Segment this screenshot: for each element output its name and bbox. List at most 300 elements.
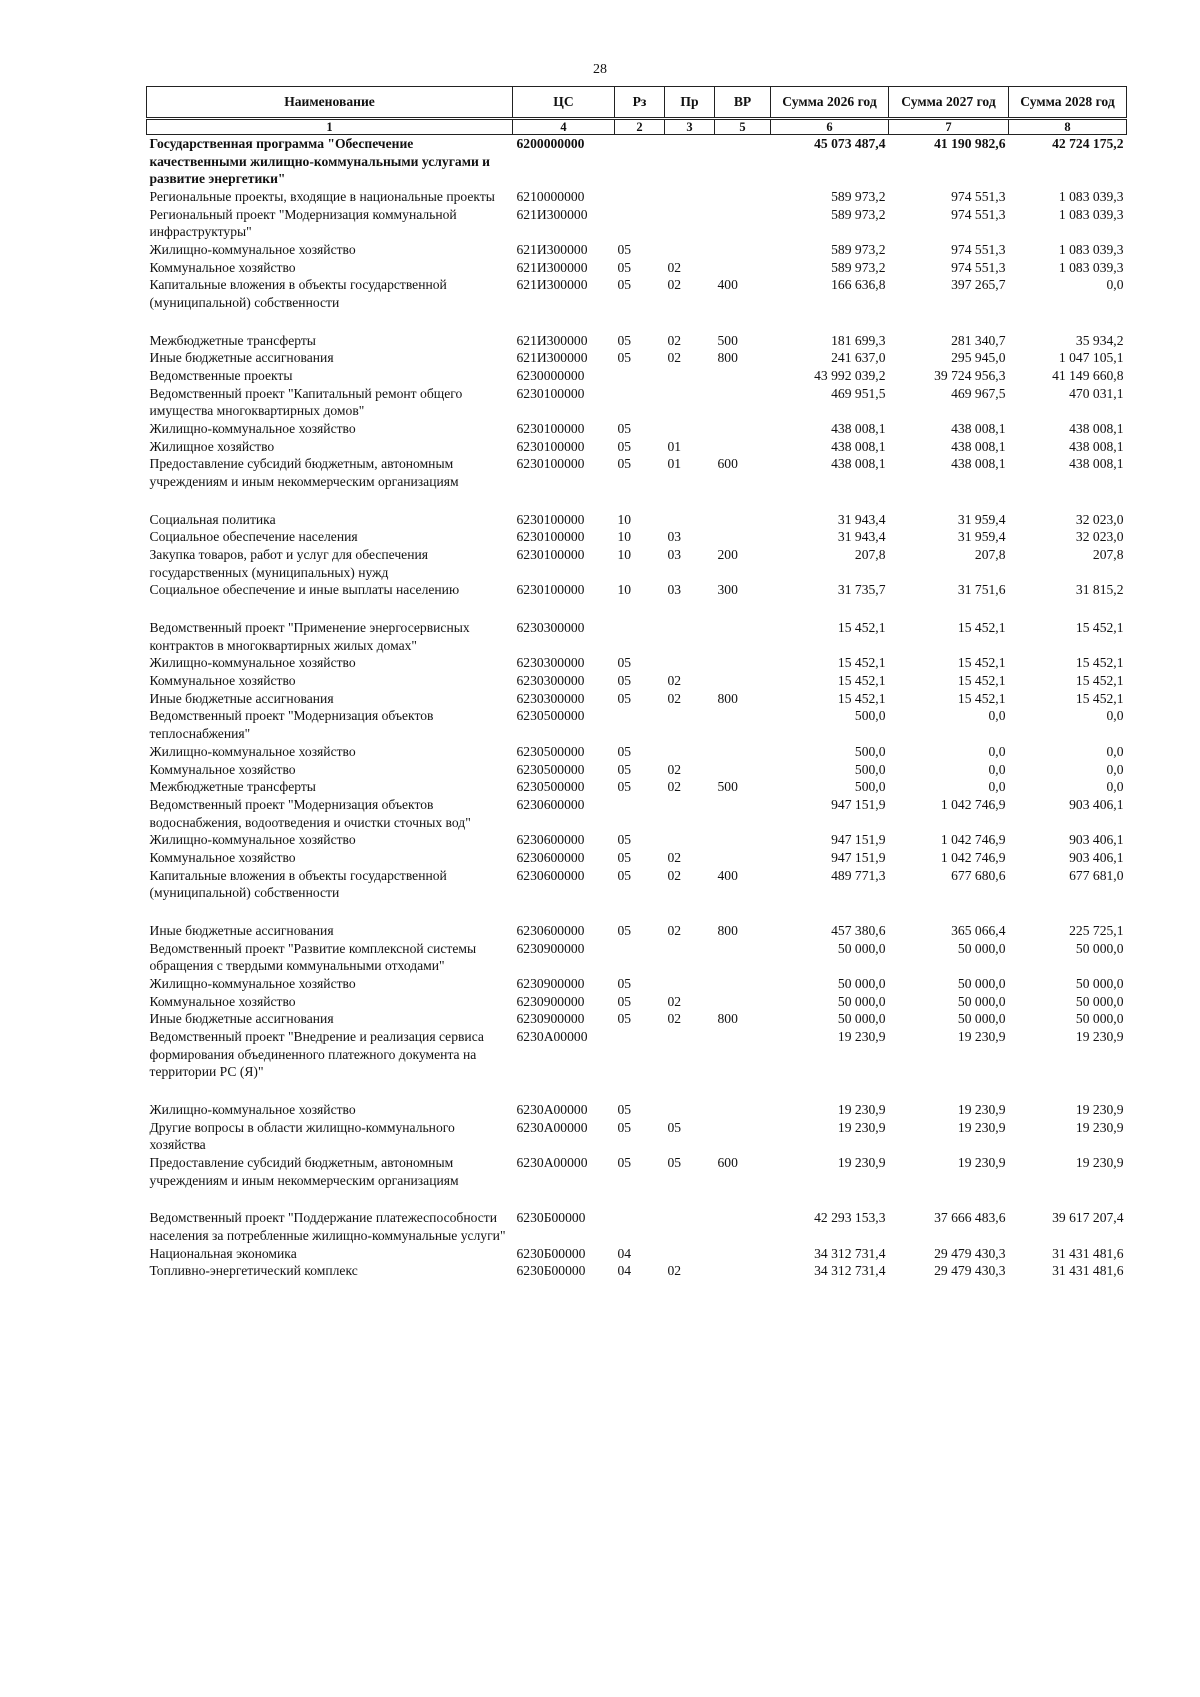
cell-vr: 500	[717, 332, 738, 348]
cell-pr	[665, 619, 715, 654]
cell-vr: 800	[717, 922, 738, 938]
cell-rz: 05	[617, 421, 632, 437]
cell-sum-2028: 1 083 039,3	[1058, 259, 1124, 275]
cell-name: Жилищно-коммунальное хозяйство	[149, 743, 356, 759]
cell-rz: 05	[617, 743, 632, 759]
cell-sum-2028: 0,0	[1106, 743, 1124, 759]
cell-pr: 02	[667, 277, 682, 293]
cell-name: Иные бюджетные ассигнования	[149, 1011, 334, 1027]
cell-name: Коммунальное хозяйство	[149, 993, 296, 1009]
cell-sum-2028: 15 452,1	[1075, 673, 1124, 689]
cell-sum-2028: 42 724 175,2	[1052, 136, 1124, 151]
cell-cs: 621И300000	[516, 242, 588, 258]
cell-pr: 02	[667, 332, 682, 348]
table-row	[147, 1262, 1127, 1280]
table-row	[147, 349, 1127, 367]
cell-sum-2028: 470 031,1	[1069, 385, 1124, 401]
cell-sum-2028: 32 023,0	[1075, 511, 1124, 527]
cell-pr: 03	[667, 529, 682, 545]
cell-sum-2027: 31 959,4	[957, 529, 1006, 545]
cell-pr: 02	[667, 1011, 682, 1027]
cell-vr	[715, 849, 771, 867]
cell-cs: 621И300000	[516, 206, 588, 222]
cell-rz: 05	[617, 242, 632, 258]
cell-rz: 05	[617, 832, 632, 848]
cell-sum-2028: 0,0	[1106, 779, 1124, 795]
header-sum-2028: Сумма 2028 год	[1009, 87, 1127, 119]
cell-cs: 6230500000	[516, 708, 585, 724]
cell-vr: 500	[717, 779, 738, 795]
cell-rz: 04	[617, 1245, 632, 1261]
cell-rz: 05	[617, 456, 632, 472]
cell-name: Иные бюджетные ассигнования	[149, 690, 334, 706]
cell-pr	[665, 831, 715, 849]
cell-sum-2028: 0,0	[1106, 277, 1124, 293]
cell-sum-2028: 1 083 039,3	[1058, 242, 1124, 258]
cell-rz: 10	[617, 511, 632, 527]
cell-sum-2026: 34 312 731,4	[814, 1245, 886, 1261]
cell-sum-2028: 903 406,1	[1069, 849, 1124, 865]
cell-pr: 02	[667, 259, 682, 275]
cell-pr	[665, 796, 715, 831]
cell-sum-2028: 15 452,1	[1075, 655, 1124, 671]
cell-pr	[665, 707, 715, 742]
cell-sum-2026: 166 636,8	[831, 277, 886, 293]
cell-cs: 6230100000	[516, 582, 585, 598]
cell-pr	[665, 420, 715, 438]
cell-sum-2028: 15 452,1	[1075, 620, 1124, 636]
cell-rz: 05	[617, 350, 632, 366]
cell-sum-2027: 50 000,0	[957, 940, 1006, 956]
cell-sum-2028: 32 023,0	[1075, 529, 1124, 545]
cell-vr	[715, 654, 771, 672]
cell-sum-2027: 0,0	[988, 743, 1006, 759]
cell-cs: 6230100000	[516, 438, 585, 454]
cell-rz: 05	[617, 277, 632, 293]
table-row	[147, 707, 1127, 742]
table-row	[147, 528, 1127, 546]
header-col-number: 4	[513, 119, 615, 135]
table-row	[147, 778, 1127, 796]
cell-pr	[665, 241, 715, 259]
cell-sum-2027: 50 000,0	[957, 975, 1006, 991]
cell-cs: 6230300000	[516, 690, 585, 706]
cell-vr	[715, 796, 771, 831]
cell-sum-2027: 15 452,1	[957, 673, 1006, 689]
cell-pr	[665, 654, 715, 672]
cell-cs: 621И300000	[516, 332, 588, 348]
cell-vr	[715, 1028, 771, 1101]
cell-sum-2027: 19 230,9	[957, 1101, 1006, 1117]
cell-cs: 621И300000	[516, 277, 588, 293]
cell-pr: 05	[667, 1154, 682, 1170]
cell-vr	[715, 206, 771, 241]
cell-sum-2027: 41 190 982,6	[934, 136, 1006, 151]
table-row	[147, 654, 1127, 672]
cell-vr	[715, 993, 771, 1011]
cell-pr: 02	[667, 993, 682, 1009]
cell-rz	[615, 1028, 665, 1101]
table-row	[147, 975, 1127, 993]
cell-sum-2026: 438 008,1	[831, 438, 886, 454]
cell-rz	[615, 940, 665, 975]
table-row	[147, 455, 1127, 510]
cell-cs: 6230600000	[516, 796, 585, 812]
cell-vr	[715, 259, 771, 277]
cell-sum-2027: 365 066,4	[951, 922, 1006, 938]
cell-vr: 400	[717, 277, 738, 293]
cell-cs: 6230300000	[516, 673, 585, 689]
cell-name: Коммунальное хозяйство	[149, 259, 296, 275]
cell-name: Капитальные вложения в объекты государственной (муниципальной) собственности	[149, 277, 447, 311]
cell-sum-2028: 0,0	[1106, 708, 1124, 724]
cell-vr	[715, 940, 771, 975]
cell-sum-2026: 207,8	[854, 547, 886, 563]
cell-rz	[615, 707, 665, 742]
cell-rz: 04	[617, 1263, 632, 1279]
cell-name: Национальная экономика	[149, 1245, 297, 1261]
cell-sum-2027: 0,0	[988, 708, 1006, 724]
cell-sum-2026: 15 452,1	[837, 620, 886, 636]
cell-vr	[715, 831, 771, 849]
cell-cs: 6230100000	[516, 421, 585, 437]
cell-sum-2028: 15 452,1	[1075, 690, 1124, 706]
cell-sum-2028: 39 617 207,4	[1052, 1210, 1124, 1226]
cell-cs: 6230300000	[516, 620, 585, 636]
cell-sum-2026: 42 293 153,3	[814, 1210, 886, 1226]
cell-pr	[665, 743, 715, 761]
cell-sum-2026: 19 230,9	[837, 1119, 886, 1135]
cell-sum-2026: 15 452,1	[837, 673, 886, 689]
cell-sum-2026: 31 943,4	[837, 511, 886, 527]
cell-sum-2028: 903 406,1	[1069, 832, 1124, 848]
cell-pr: 01	[667, 456, 682, 472]
cell-pr: 03	[667, 547, 682, 563]
header-pr: Пр	[665, 87, 715, 119]
cell-name: Социальное обеспечение и иные выплаты населению	[149, 582, 460, 598]
cell-pr	[665, 1028, 715, 1101]
cell-pr	[665, 206, 715, 241]
cell-sum-2027: 974 551,3	[951, 206, 1006, 222]
cell-rz	[615, 385, 665, 420]
cell-sum-2026: 19 230,9	[837, 1101, 886, 1117]
table-row	[147, 135, 1127, 189]
cell-name: Жилищное хозяйство	[149, 438, 275, 454]
cell-sum-2028: 1 047 105,1	[1058, 350, 1124, 366]
cell-pr	[665, 1101, 715, 1119]
cell-sum-2028: 50 000,0	[1075, 940, 1124, 956]
cell-sum-2027: 50 000,0	[957, 1011, 1006, 1027]
table-body	[147, 135, 1127, 1280]
cell-rz: 10	[617, 582, 632, 598]
cell-vr	[715, 672, 771, 690]
cell-pr: 02	[667, 849, 682, 865]
cell-rz: 05	[617, 993, 632, 1009]
cell-sum-2028: 1 083 039,3	[1058, 189, 1124, 205]
cell-vr	[715, 135, 771, 189]
cell-pr	[665, 511, 715, 529]
cell-pr: 02	[667, 922, 682, 938]
cell-pr: 03	[667, 582, 682, 598]
table-row	[147, 1101, 1127, 1119]
cell-sum-2026: 34 312 731,4	[814, 1263, 886, 1279]
table-row	[147, 188, 1127, 206]
cell-cs: 6230А00000	[516, 1154, 588, 1170]
cell-sum-2026: 50 000,0	[837, 1011, 886, 1027]
cell-pr	[665, 1245, 715, 1263]
cell-vr	[715, 367, 771, 385]
cell-name: Жилищно-коммунальное хозяйство	[149, 832, 356, 848]
cell-rz: 05	[617, 1119, 632, 1135]
cell-sum-2027: 281 340,7	[951, 332, 1006, 348]
page-number: 28	[593, 62, 607, 77]
cell-pr	[665, 135, 715, 189]
cell-name: Топливно-энергетический комплекс	[149, 1263, 358, 1279]
cell-name: Жилищно-коммунальное хозяйство	[149, 1101, 356, 1117]
cell-cs: 6230900000	[516, 1011, 585, 1027]
cell-sum-2028: 19 230,9	[1075, 1154, 1124, 1170]
cell-rz: 05	[617, 332, 632, 348]
cell-cs: 6230000000	[516, 368, 585, 384]
cell-rz	[615, 619, 665, 654]
cell-sum-2028: 0,0	[1106, 761, 1124, 777]
cell-cs: 6230100000	[516, 385, 585, 401]
cell-cs: 6230А00000	[516, 1101, 588, 1117]
table-row	[147, 332, 1127, 350]
cell-sum-2028: 50 000,0	[1075, 1011, 1124, 1027]
cell-sum-2026: 500,0	[854, 708, 886, 724]
cell-sum-2027: 469 967,5	[951, 385, 1006, 401]
table-row	[147, 511, 1127, 529]
cell-name: Предоставление субсидий бюджетным, автономным учреждениям и иным некоммерческим организациям	[149, 456, 459, 490]
cell-sum-2027: 31 751,6	[957, 582, 1006, 598]
cell-pr: 02	[667, 867, 682, 883]
cell-rz	[615, 1209, 665, 1244]
cell-sum-2028: 31 431 481,6	[1052, 1263, 1124, 1279]
table-row	[147, 259, 1127, 277]
table-row	[147, 438, 1127, 456]
cell-sum-2028: 1 083 039,3	[1058, 206, 1124, 222]
header-col-number: 2	[615, 119, 665, 135]
cell-vr	[715, 619, 771, 654]
cell-name: Социальное обеспечение населения	[149, 529, 358, 545]
cell-vr	[715, 1262, 771, 1280]
cell-pr: 02	[667, 350, 682, 366]
cell-sum-2027: 0,0	[988, 779, 1006, 795]
cell-rz	[615, 796, 665, 831]
cell-name: Ведомственный проект "Капитальный ремонт общего имущества многоквартирных домов"	[149, 385, 463, 419]
cell-name: Другие вопросы в области жилищно-коммунального хозяйства	[149, 1119, 455, 1153]
cell-vr	[715, 1209, 771, 1244]
table-row	[147, 922, 1127, 940]
cell-vr: 800	[717, 350, 738, 366]
cell-sum-2028: 41 149 660,8	[1052, 368, 1124, 384]
cell-cs: 6230100000	[516, 511, 585, 527]
header-sum-2027: Сумма 2027 год	[889, 87, 1009, 119]
cell-cs: 6230900000	[516, 975, 585, 991]
cell-vr: 300	[717, 582, 738, 598]
cell-name: Ведомственный проект "Развитие комплексной системы обращения с твердыми коммунальными отходами"	[149, 940, 477, 974]
cell-name: Ведомственный проект "Поддержание платежеспособности населения за потребленные жилищно-коммунальные услуги"	[149, 1210, 506, 1243]
cell-name: Жилищно-коммунальное хозяйство	[149, 242, 356, 258]
cell-sum-2027: 15 452,1	[957, 690, 1006, 706]
cell-name: Иные бюджетные ассигнования	[149, 922, 334, 938]
cell-cs: 6230900000	[516, 940, 585, 956]
cell-cs: 6210000000	[516, 189, 585, 205]
cell-name: Коммунальное хозяйство	[149, 673, 296, 689]
table-row	[147, 672, 1127, 690]
cell-name: Предоставление субсидий бюджетным, автономным учреждениям и иным некоммерческим организациям	[149, 1154, 459, 1188]
cell-rz: 05	[617, 655, 632, 671]
cell-name: Ведомственный проект "Модернизация объектов водоснабжения, водоотведения и очистки сточных вод"	[149, 796, 471, 830]
header-rz: Рз	[615, 87, 665, 119]
header-col-number: 5	[715, 119, 771, 135]
cell-cs: 6230Б00000	[516, 1210, 586, 1226]
cell-sum-2027: 438 008,1	[951, 438, 1006, 454]
cell-sum-2028: 31 431 481,6	[1052, 1245, 1124, 1261]
cell-sum-2027: 19 230,9	[957, 1154, 1006, 1170]
cell-sum-2027: 974 551,3	[951, 189, 1006, 205]
cell-sum-2027: 295 945,0	[951, 350, 1006, 366]
cell-sum-2026: 19 230,9	[837, 1028, 886, 1044]
cell-sum-2026: 31 735,7	[837, 582, 886, 598]
cell-vr	[715, 528, 771, 546]
cell-vr	[715, 1119, 771, 1154]
cell-sum-2026: 947 151,9	[831, 796, 886, 812]
cell-cs: 6230А00000	[516, 1119, 588, 1135]
cell-sum-2026: 589 973,2	[831, 259, 886, 275]
table-row	[147, 367, 1127, 385]
cell-sum-2026: 947 151,9	[831, 849, 886, 865]
cell-name: Региональные проекты, входящие в национальные проекты	[149, 189, 495, 205]
cell-sum-2027: 15 452,1	[957, 620, 1006, 636]
cell-sum-2027: 29 479 430,3	[934, 1245, 1006, 1261]
cell-sum-2027: 0,0	[988, 761, 1006, 777]
cell-sum-2028: 207,8	[1092, 547, 1124, 563]
table-row	[147, 420, 1127, 438]
cell-vr	[715, 743, 771, 761]
cell-sum-2026: 438 008,1	[831, 456, 886, 472]
cell-sum-2028: 438 008,1	[1069, 438, 1124, 454]
cell-sum-2027: 974 551,3	[951, 242, 1006, 258]
cell-name: Государственная программа "Обеспечение качественными жилищно-коммунальными услугами и развитие энергетики"	[149, 136, 491, 187]
cell-cs: 6230500000	[516, 743, 585, 759]
cell-sum-2026: 43 992 039,2	[814, 368, 886, 384]
cell-sum-2026: 15 452,1	[837, 655, 886, 671]
table-row	[147, 867, 1127, 922]
cell-sum-2026: 181 699,3	[831, 332, 886, 348]
cell-cs: 6230500000	[516, 761, 585, 777]
cell-rz: 05	[617, 975, 632, 991]
cell-rz: 05	[617, 259, 632, 275]
table-row	[147, 849, 1127, 867]
cell-vr	[715, 1101, 771, 1119]
cell-vr	[715, 975, 771, 993]
cell-sum-2026: 50 000,0	[837, 940, 886, 956]
cell-rz: 05	[617, 690, 632, 706]
cell-pr	[665, 1209, 715, 1244]
cell-sum-2027: 207,8	[974, 547, 1006, 563]
cell-cs: 6230Б00000	[516, 1263, 586, 1279]
cell-cs: 6230600000	[516, 849, 585, 865]
cell-sum-2027: 397 265,7	[951, 277, 1006, 293]
cell-name: Жилищно-коммунальное хозяйство	[149, 975, 356, 991]
cell-sum-2028: 225 725,1	[1069, 922, 1124, 938]
table-row	[147, 1154, 1127, 1209]
cell-pr: 05	[667, 1119, 682, 1135]
cell-cs: 6230900000	[516, 993, 585, 1009]
cell-sum-2027: 677 680,6	[951, 867, 1006, 883]
cell-sum-2027: 15 452,1	[957, 655, 1006, 671]
cell-sum-2027: 438 008,1	[951, 456, 1006, 472]
cell-vr	[715, 1245, 771, 1263]
table-row	[147, 940, 1127, 975]
table-row	[147, 206, 1127, 241]
table-row	[147, 1028, 1127, 1101]
cell-name: Иные бюджетные ассигнования	[149, 350, 334, 366]
cell-pr: 02	[667, 779, 682, 795]
cell-sum-2026: 500,0	[854, 761, 886, 777]
header-col-number: 6	[771, 119, 889, 135]
cell-name: Ведомственный проект "Внедрение и реализация сервиса формирования объединенного платежного документа на территории РС (Я)"	[149, 1028, 484, 1080]
table-row	[147, 385, 1127, 420]
cell-cs: 621И300000	[516, 350, 588, 366]
cell-vr	[715, 420, 771, 438]
cell-sum-2027: 1 042 746,9	[940, 796, 1006, 812]
cell-cs: 621И300000	[516, 259, 588, 275]
cell-pr: 02	[667, 1263, 682, 1279]
cell-rz	[615, 188, 665, 206]
cell-rz: 05	[617, 779, 632, 795]
cell-sum-2026: 589 973,2	[831, 242, 886, 258]
table-row	[147, 241, 1127, 259]
cell-cs: 6230100000	[516, 529, 585, 545]
table-row	[147, 1010, 1127, 1028]
table-row	[147, 619, 1127, 654]
table-row	[147, 743, 1127, 761]
header-cs: ЦС	[513, 87, 615, 119]
table-row	[147, 690, 1127, 708]
cell-sum-2026: 241 637,0	[831, 350, 886, 366]
header-col-number: 1	[147, 119, 513, 135]
cell-pr: 02	[667, 690, 682, 706]
cell-cs: 6230600000	[516, 922, 585, 938]
cell-sum-2027: 19 230,9	[957, 1119, 1006, 1135]
table-row	[147, 581, 1127, 619]
cell-sum-2026: 457 380,6	[831, 922, 886, 938]
table-row	[147, 1245, 1127, 1263]
header-sum-2026: Сумма 2026 год	[771, 87, 889, 119]
cell-cs: 6230300000	[516, 655, 585, 671]
cell-pr	[665, 975, 715, 993]
cell-sum-2026: 947 151,9	[831, 832, 886, 848]
cell-vr	[715, 385, 771, 420]
cell-vr: 200	[717, 547, 738, 563]
cell-vr	[715, 761, 771, 779]
cell-name: Межбюджетные трансферты	[149, 332, 316, 348]
table-row	[147, 796, 1127, 831]
cell-name: Ведомственный проект "Модернизация объектов теплоснабжения"	[149, 708, 434, 742]
cell-pr: 02	[667, 761, 682, 777]
cell-rz: 05	[617, 438, 632, 454]
cell-sum-2027: 19 230,9	[957, 1028, 1006, 1044]
cell-rz: 05	[617, 849, 632, 865]
cell-sum-2027: 39 724 956,3	[934, 368, 1006, 384]
header-name: Наименование	[147, 87, 513, 119]
cell-sum-2026: 438 008,1	[831, 421, 886, 437]
cell-name: Капитальные вложения в объекты государственной (муниципальной) собственности	[149, 867, 447, 901]
cell-name: Жилищно-коммунальное хозяйство	[149, 421, 356, 437]
